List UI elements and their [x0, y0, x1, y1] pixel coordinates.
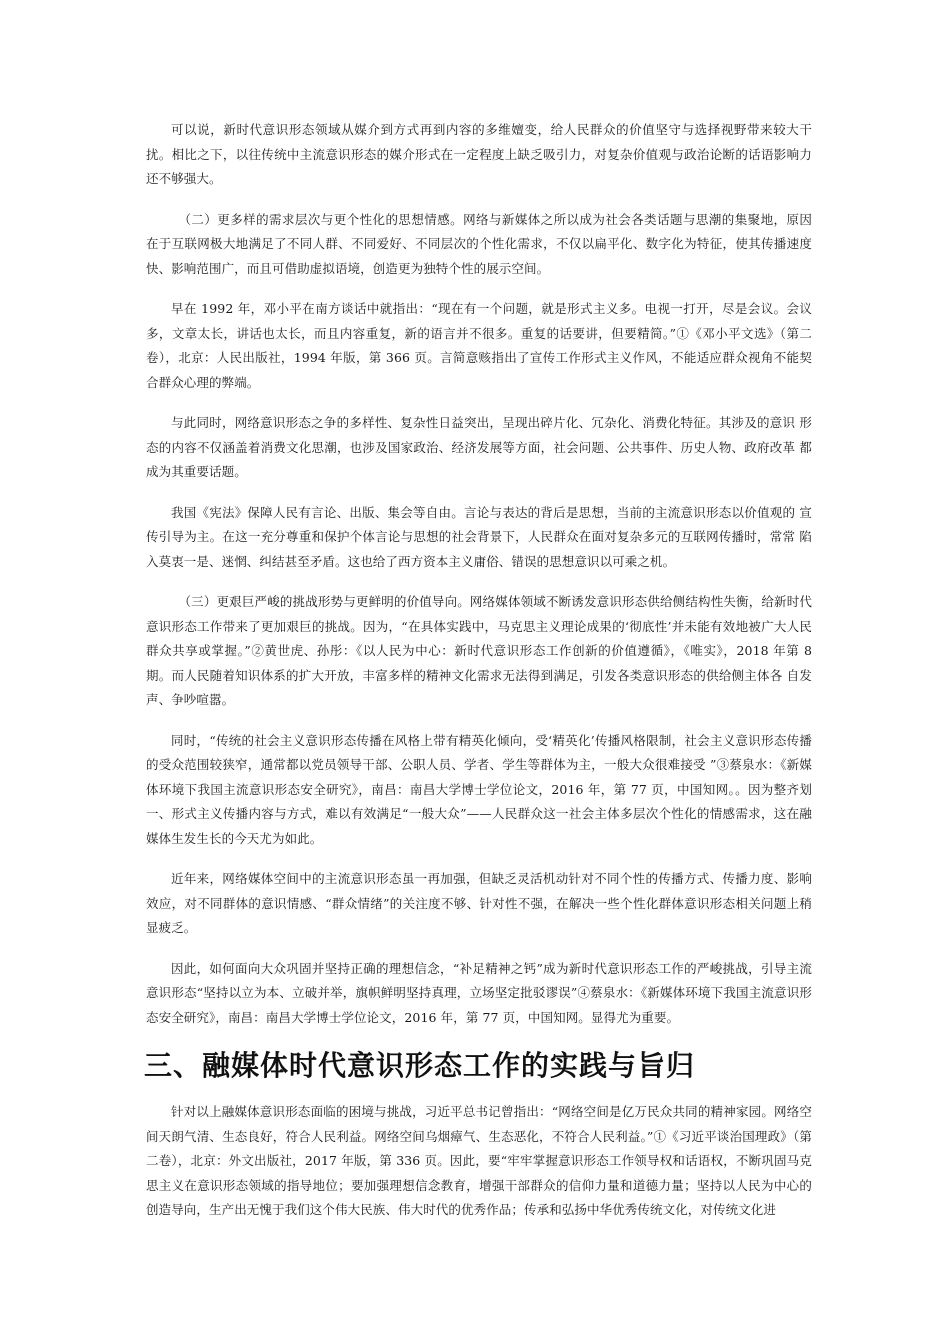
paragraph-8: 近年来，网络媒体空间中的主流意识形态虽一再加强，但缺乏灵活机动针对不同个性的传播方式、传播力度、影响效应，对不同群体的意识情感、“群众情绪”的关注度不够、针对性不强，在解决一些个性化群体意识形态相关问题上稍显疲乏。	[146, 871, 812, 935]
paragraph-1: 可以说，新时代意识形态领域从媒介到方式再到内容的多维嬗变，给人民群众的价值坚守与选择视野带来较大干 扰。相比之下，以往传统中主流意识形态的媒介形式在一定程度上缺乏吸引力，对复杂价值观与政治论断的话语影响力 还不够强大。	[146, 122, 812, 186]
section-heading: 三、融媒体时代意识形态工作的实践与旨归	[144, 1049, 696, 1082]
paragraph-2: （二）更多样的需求层次与更个性化的思想情感。网络与新媒体之所以成为社会各类话题与思潮的集聚地，原因 在于互联网极大地满足了不同人群、不同爱好、不同层次的个性化需求，不仅以扁平化、数字化为特征，使其传播速度 快、影响范围广，而且可借助虚拟语境，创造更为独特个性的展示空间。	[146, 211, 812, 276]
paragraph-5: 我国《宪法》保障人民有言论、出版、集会等自由。言论与表达的背后是思想，当前的主流意识形态以价值观的 宣传引导为主。在这一充分尊重和保护个体言论与思想的社会背景下，人民群众在面对复杂多元的互联网传播时，常常 陷入莫衷一是、迷惘、纠结甚至矛盾。这也给了西方资本主义庸俗、错误的思想意识以可乘之机。	[146, 504, 812, 569]
paragraph-9: 因此，如何面向大众巩固并坚持正确的理想信念，“补足精神之钙”成为新时代意识形态工作的严峻挑战，引导主流意识形态“坚持以立为本、立破并举，旗帜鲜明坚持真理，立场坚定批驳谬误”④蔡泉水：《新媒体环境下我国主流意识形态安全研究》，南昌：南昌大学博士学位论文，2016 年，第 77 页，中国知网。显得尤为重要。	[146, 960, 812, 1025]
paragraph-4: 与此同时，网络意识形态之争的多样性、复杂性日益突出，呈现出碎片化、冗杂化、消费化特征。其涉及的意识 形态的内容不仅涵盖着消费文化思潮，也涉及国家政治、经济发展等方面，社会问题、公共事件、历史人物、政府改革 都成为其重要话题。	[146, 415, 812, 479]
paragraph-10: 针对以上融媒体意识形态面临的困境与挑战，习近平总书记曾指出：“网络空间是亿万民众共同的精神家园。网络空间天朗气清、生态良好，符合人民利益。网络空间乌烟瘴气、生态恶化，不符合人民利益。”①《习近平谈治国理政》（第二卷），北京：外文出版社，2017 年版，第 336 页。因此，要“牢牢掌握意识形态工作领导权和话语权，不断巩固马克思主义在意识形态领域的指导地位；要加强理想信念教育，增强干部群众的信仰力量和道德力量；坚持以人民为中心的创造导向，生产出无愧于我们这个伟大民族、伟大时代的优秀作品；传承和弘扬中华优秀传统文化，对传统文化进	[146, 1104, 812, 1217]
paragraph-7: 同时，“传统的社会主义意识形态传播在风格上带有精英化倾向，受‘精英化’传播风格限制，社会主义意识形态传播的受众范围较狭窄，通常都以党员领导干部、公职人员、学者、学生等群体为主，一般大众很难接受 ”③蔡泉水：《新媒体环境下我国主流意识形态安全研究》，南昌：南昌大学博士学位论文，2016 年，第 77 页，中国知网。。因为整齐划一、形式主义传播内容与方式，难以有效满足“一般大众”——人民群众这一社会主体多层次个性化的情感需求，这在融媒体生发生长的今天尤为如此。	[146, 732, 812, 846]
paragraph-3: 早在 1992 年，邓小平在南方谈话中就指出：“现在有一个问题，就是形式主义多。电视一打开，尽是会议。会议多，文章太长，讲话也太长，而且内容重复，新的语言并不很多。重复的话要讲，但要精简。”①《邓小平文选》（第二卷），北京：人民出版社，1994 年版，第 366 页。言简意赅指出了宣传工作形式主义作风，不能适应群众视角不能契合群众心理的弊端。	[146, 301, 812, 390]
paragraph-6: （三）更艰巨严峻的挑战形势与更鲜明的价值导向。网络媒体领域不断诱发意识形态供给侧结构性失衡，给新时代意识形态工作带来了更加艰巨的挑战。因为，“在具体实践中，马克思主义理论成果的‘彻底性’并未能有效地被广大人民群众共享或掌握。”②黄世虎、孙彤：《以人民为中心：新时代意识形态工作创新的价值遵循》，《唯实》，2018 年第 8 期。而人民随着知识体系的扩大开放，丰富多样的精神文化需求无法得到满足，引发各类意识形态的供给侧主体各 自发声、争吵喧嚣。	[146, 594, 812, 707]
